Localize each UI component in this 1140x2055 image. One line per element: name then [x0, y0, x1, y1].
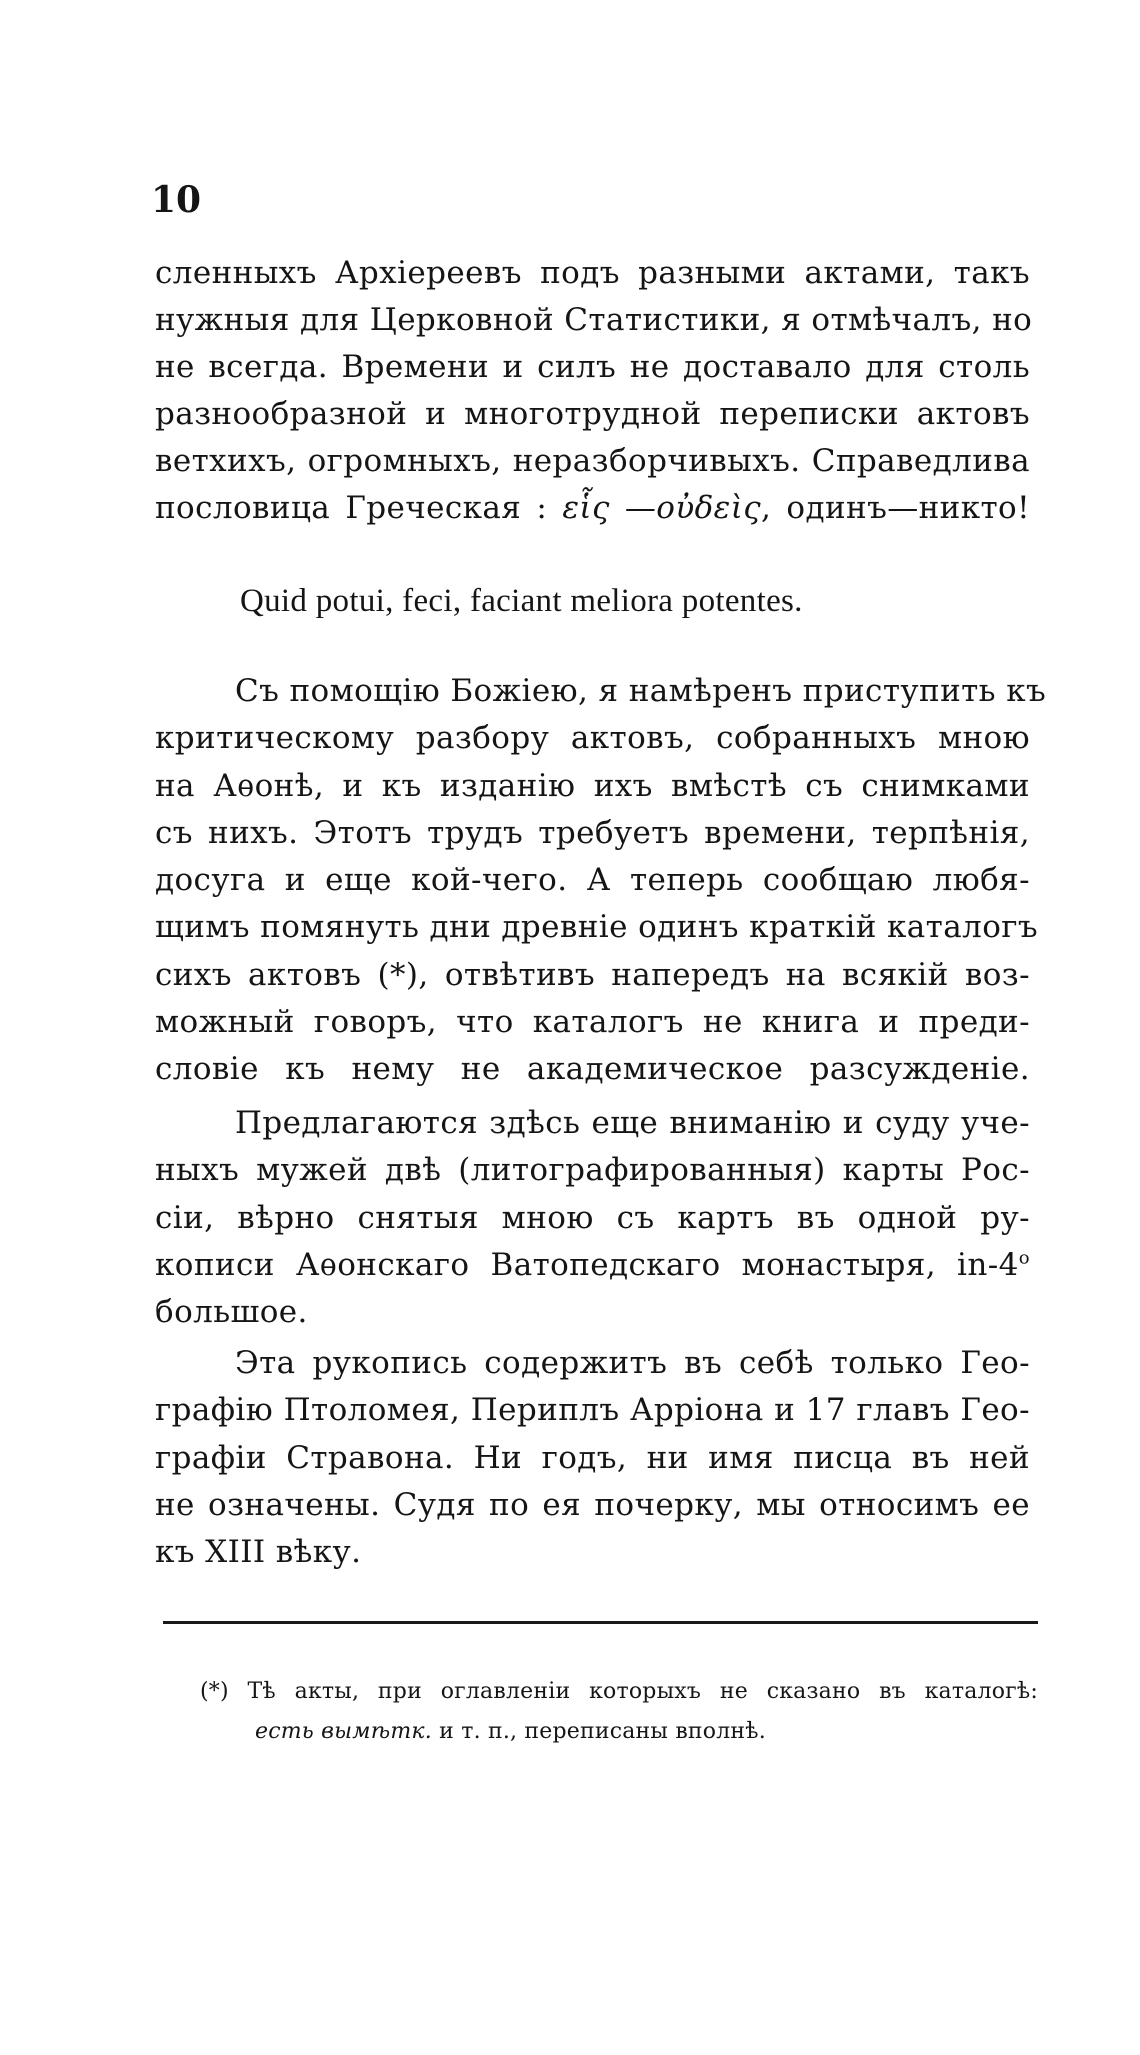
- greek-word-oudeis: οὐδεὶς: [656, 490, 762, 526]
- text-line: досуга и еще кой-чего. А теперь сообщаю любя-: [155, 862, 1030, 899]
- text-line-footnote-ref: сихъ актовъ (*), отвѣтивъ напередъ на всякій воз-: [155, 956, 1030, 993]
- text-line: графію Птоломея, Периплъ Арріона и 17 главъ Гео-: [155, 1392, 1030, 1429]
- manuscript-format-text: кописи Аѳонскаго Ватопедскаго монастыря, in-4: [155, 1246, 1019, 1283]
- text-line: большое.: [155, 1294, 308, 1331]
- proverb-dash: —: [624, 490, 657, 526]
- text-line: ветхихъ, огромныхъ, неразборчивыхъ. Справедлива: [155, 443, 1030, 479]
- text-line: ныхъ мужей двѣ (литографированныя) карты Рос-: [155, 1152, 1030, 1189]
- text-line: можный говоръ, что каталогъ не книга и преди-: [155, 1004, 1030, 1041]
- text-line: Эта рукопись содержитъ въ себѣ только Гео-: [235, 1345, 1030, 1381]
- text-line: критическому разбору актовъ, собранныхъ мною: [155, 720, 1030, 757]
- footnote-line: (*) Тѣ акты, при оглавленіи которыхъ не сказано въ каталогѣ:: [200, 1679, 1038, 1704]
- paragraph-3: [155, 1100, 1030, 1336]
- text-line: щимъ помянуть дни древніе одинъ краткій каталогъ: [155, 909, 1039, 946]
- footnote-text: и т. п., переписаны вполнѣ.: [431, 1719, 766, 1744]
- text-line: [155, 1242, 1030, 1289]
- text-line-greek-proverb: [155, 485, 1030, 532]
- text-line: разнообразной и многотрудной переписки актовъ: [155, 396, 1030, 432]
- text-line: съ нихъ. Этотъ трудъ требуетъ времени, терпѣнія,: [155, 814, 1030, 851]
- text-line: на Аѳонѣ, и къ изданію ихъ вмѣстѣ съ снимками: [155, 767, 1030, 804]
- text-line: къ XIII вѣку.: [155, 1534, 362, 1571]
- text-line: сленныхъ Архіереевъ подъ разными актами, такъ: [155, 255, 1030, 291]
- paragraph-2: [155, 668, 1047, 1094]
- text-line: сіи, вѣрно снятыя мною съ картъ въ одной ру-: [155, 1199, 1030, 1236]
- footnote: [200, 1672, 1038, 1752]
- footnote-italic-phrase: есть вымѣтк.: [255, 1719, 432, 1744]
- paragraph-4: [155, 1340, 1030, 1576]
- text-line: графіи Стравона. Ни годъ, ни имя писца въ ней: [155, 1439, 1030, 1476]
- proverb-intro: пословица Греческая :: [155, 490, 548, 526]
- greek-word-heis: εἷς: [562, 490, 610, 526]
- text-line: Предлагаются здѣсь еще вниманію и суду уче-: [235, 1105, 1030, 1141]
- text-line: словіе къ нему не академическое разсужденіе.: [155, 1051, 1030, 1088]
- text-line: Съ помощію Божіею, я намѣренъ приступить къ: [235, 673, 1047, 709]
- text-line: не означены. Судя по ея почерку, мы относимъ ее: [155, 1486, 1030, 1523]
- latin-quote: Quid potui, feci, faciant meliora potentes.: [240, 583, 803, 619]
- quarto-superscript: о: [1018, 1247, 1030, 1269]
- page-number: 10: [151, 179, 202, 221]
- text-line: нужныя для Церковной Статистики, я отмѣчалъ, но: [155, 302, 1033, 338]
- proverb-translation: , одинъ—никто!: [761, 490, 1030, 526]
- footnote-line: [200, 1712, 1038, 1752]
- footnote-divider: [163, 1621, 1038, 1624]
- paragraph-1: [155, 250, 1033, 532]
- text-line: не всегда. Времени и силъ не доставало для столь: [155, 349, 1030, 385]
